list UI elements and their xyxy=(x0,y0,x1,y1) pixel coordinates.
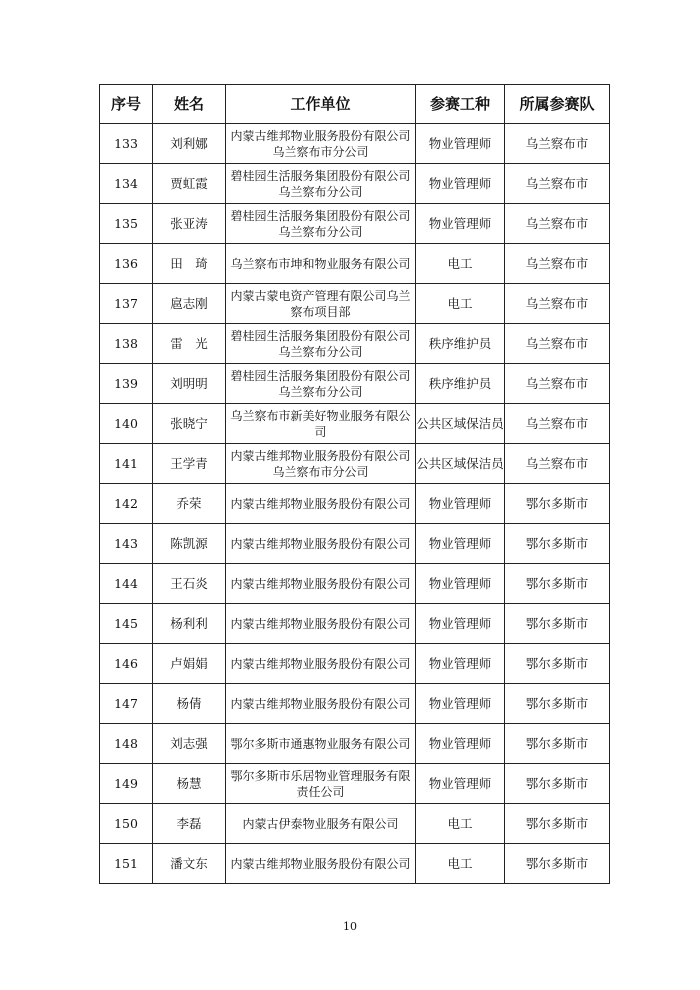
cell-no: 136 xyxy=(100,244,153,284)
cell-name: 刘利娜 xyxy=(153,124,226,164)
header-unit: 工作单位 xyxy=(226,85,416,124)
header-name: 姓名 xyxy=(153,85,226,124)
cell-name: 杨慧 xyxy=(153,764,226,804)
cell-job: 物业管理师 xyxy=(416,764,505,804)
cell-no: 138 xyxy=(100,324,153,364)
cell-unit: 碧桂园生活服务集团股份有限公司乌兰察布分公司 xyxy=(226,204,416,244)
table-body xyxy=(100,124,610,884)
cell-name: 张亚涛 xyxy=(153,204,226,244)
cell-name: 乔荣 xyxy=(153,484,226,524)
cell-unit: 内蒙古维邦物业服务股份有限公司 xyxy=(226,684,416,724)
cell-name: 陈凯源 xyxy=(153,524,226,564)
cell-job: 物业管理师 xyxy=(416,164,505,204)
cell-job: 物业管理师 xyxy=(416,644,505,684)
cell-name: 扈志刚 xyxy=(153,284,226,324)
table-row xyxy=(100,204,610,244)
cell-name: 刘志强 xyxy=(153,724,226,764)
cell-team: 鄂尔多斯市 xyxy=(505,844,610,884)
header-team: 所属参赛队 xyxy=(505,85,610,124)
table-row xyxy=(100,164,610,204)
cell-team: 乌兰察布市 xyxy=(505,244,610,284)
table-row xyxy=(100,524,610,564)
cell-unit: 内蒙古维邦物业服务股份有限公司 xyxy=(226,604,416,644)
cell-unit: 内蒙古维邦物业服务股份有限公司 xyxy=(226,524,416,564)
cell-job: 物业管理师 xyxy=(416,524,505,564)
cell-unit: 鄂尔多斯市通惠物业服务有限公司 xyxy=(226,724,416,764)
cell-name: 潘文东 xyxy=(153,844,226,884)
cell-team: 鄂尔多斯市 xyxy=(505,564,610,604)
cell-unit: 内蒙古维邦物业服务股份有限公司 xyxy=(226,644,416,684)
cell-name: 张晓宁 xyxy=(153,404,226,444)
table-row xyxy=(100,564,610,604)
cell-no: 145 xyxy=(100,604,153,644)
cell-team: 乌兰察布市 xyxy=(505,404,610,444)
participants-table xyxy=(99,84,610,884)
table-row xyxy=(100,724,610,764)
header-row xyxy=(100,85,610,124)
table-row xyxy=(100,684,610,724)
cell-no: 149 xyxy=(100,764,153,804)
cell-no: 137 xyxy=(100,284,153,324)
cell-job: 物业管理师 xyxy=(416,604,505,644)
cell-no: 134 xyxy=(100,164,153,204)
table-row xyxy=(100,604,610,644)
cell-name: 刘明明 xyxy=(153,364,226,404)
cell-name: 雷 光 xyxy=(153,324,226,364)
cell-job: 秩序维护员 xyxy=(416,324,505,364)
cell-team: 乌兰察布市 xyxy=(505,164,610,204)
cell-no: 135 xyxy=(100,204,153,244)
cell-job: 物业管理师 xyxy=(416,564,505,604)
cell-no: 140 xyxy=(100,404,153,444)
cell-no: 150 xyxy=(100,804,153,844)
cell-no: 146 xyxy=(100,644,153,684)
cell-team: 鄂尔多斯市 xyxy=(505,764,610,804)
cell-name: 李磊 xyxy=(153,804,226,844)
cell-no: 144 xyxy=(100,564,153,604)
cell-team: 乌兰察布市 xyxy=(505,124,610,164)
table-row xyxy=(100,484,610,524)
cell-unit: 碧桂园生活服务集团股份有限公司乌兰察布分公司 xyxy=(226,364,416,404)
cell-team: 鄂尔多斯市 xyxy=(505,644,610,684)
cell-job: 物业管理师 xyxy=(416,484,505,524)
cell-team: 鄂尔多斯市 xyxy=(505,684,610,724)
cell-name: 王石炎 xyxy=(153,564,226,604)
cell-team: 乌兰察布市 xyxy=(505,444,610,484)
cell-team: 鄂尔多斯市 xyxy=(505,484,610,524)
cell-job: 物业管理师 xyxy=(416,204,505,244)
cell-name: 贾虹霞 xyxy=(153,164,226,204)
cell-team: 鄂尔多斯市 xyxy=(505,604,610,644)
cell-unit: 内蒙古维邦物业服务股份有限公司 xyxy=(226,844,416,884)
cell-name: 田 琦 xyxy=(153,244,226,284)
table-row xyxy=(100,804,610,844)
cell-job: 公共区域保洁员 xyxy=(416,404,505,444)
cell-unit: 鄂尔多斯市乐居物业管理服务有限责任公司 xyxy=(226,764,416,804)
cell-team: 乌兰察布市 xyxy=(505,284,610,324)
cell-job: 物业管理师 xyxy=(416,724,505,764)
cell-unit: 内蒙古维邦物业服务股份有限公司乌兰察布市分公司 xyxy=(226,124,416,164)
table-row xyxy=(100,404,610,444)
cell-job: 电工 xyxy=(416,244,505,284)
table-row xyxy=(100,324,610,364)
cell-job: 电工 xyxy=(416,804,505,844)
table-row xyxy=(100,124,610,164)
table-row xyxy=(100,364,610,404)
cell-unit: 内蒙古维邦物业服务股份有限公司 xyxy=(226,484,416,524)
cell-team: 乌兰察布市 xyxy=(505,364,610,404)
cell-no: 147 xyxy=(100,684,153,724)
header-no: 序号 xyxy=(100,85,153,124)
cell-unit: 内蒙古蒙电资产管理有限公司乌兰察布项目部 xyxy=(226,284,416,324)
cell-job: 物业管理师 xyxy=(416,124,505,164)
cell-no: 143 xyxy=(100,524,153,564)
table-row xyxy=(100,764,610,804)
header-job: 参赛工种 xyxy=(416,85,505,124)
cell-no: 139 xyxy=(100,364,153,404)
cell-no: 141 xyxy=(100,444,153,484)
cell-no: 151 xyxy=(100,844,153,884)
cell-no: 142 xyxy=(100,484,153,524)
cell-name: 杨倩 xyxy=(153,684,226,724)
cell-unit: 内蒙古维邦物业服务股份有限公司乌兰察布市分公司 xyxy=(226,444,416,484)
cell-no: 148 xyxy=(100,724,153,764)
cell-unit: 内蒙古伊泰物业服务有限公司 xyxy=(226,804,416,844)
cell-name: 杨利利 xyxy=(153,604,226,644)
cell-job: 物业管理师 xyxy=(416,684,505,724)
cell-name: 卢娟娟 xyxy=(153,644,226,684)
cell-team: 鄂尔多斯市 xyxy=(505,804,610,844)
cell-team: 鄂尔多斯市 xyxy=(505,524,610,564)
cell-unit: 内蒙古维邦物业服务股份有限公司 xyxy=(226,564,416,604)
cell-no: 133 xyxy=(100,124,153,164)
page-number: 10 xyxy=(343,920,357,933)
table-row xyxy=(100,844,610,884)
table-row xyxy=(100,244,610,284)
table-row xyxy=(100,644,610,684)
table-row xyxy=(100,284,610,324)
cell-unit: 乌兰察布市新美好物业服务有限公司 xyxy=(226,404,416,444)
cell-job: 公共区域保洁员 xyxy=(416,444,505,484)
cell-team: 鄂尔多斯市 xyxy=(505,724,610,764)
table-row xyxy=(100,444,610,484)
cell-unit: 乌兰察布市坤和物业服务有限公司 xyxy=(226,244,416,284)
cell-team: 乌兰察布市 xyxy=(505,324,610,364)
cell-job: 电工 xyxy=(416,844,505,884)
cell-job: 电工 xyxy=(416,284,505,324)
cell-job: 秩序维护员 xyxy=(416,364,505,404)
cell-name: 王学青 xyxy=(153,444,226,484)
cell-unit: 碧桂园生活服务集团股份有限公司乌兰察布分公司 xyxy=(226,164,416,204)
cell-unit: 碧桂园生活服务集团股份有限公司乌兰察布分公司 xyxy=(226,324,416,364)
cell-team: 乌兰察布市 xyxy=(505,204,610,244)
